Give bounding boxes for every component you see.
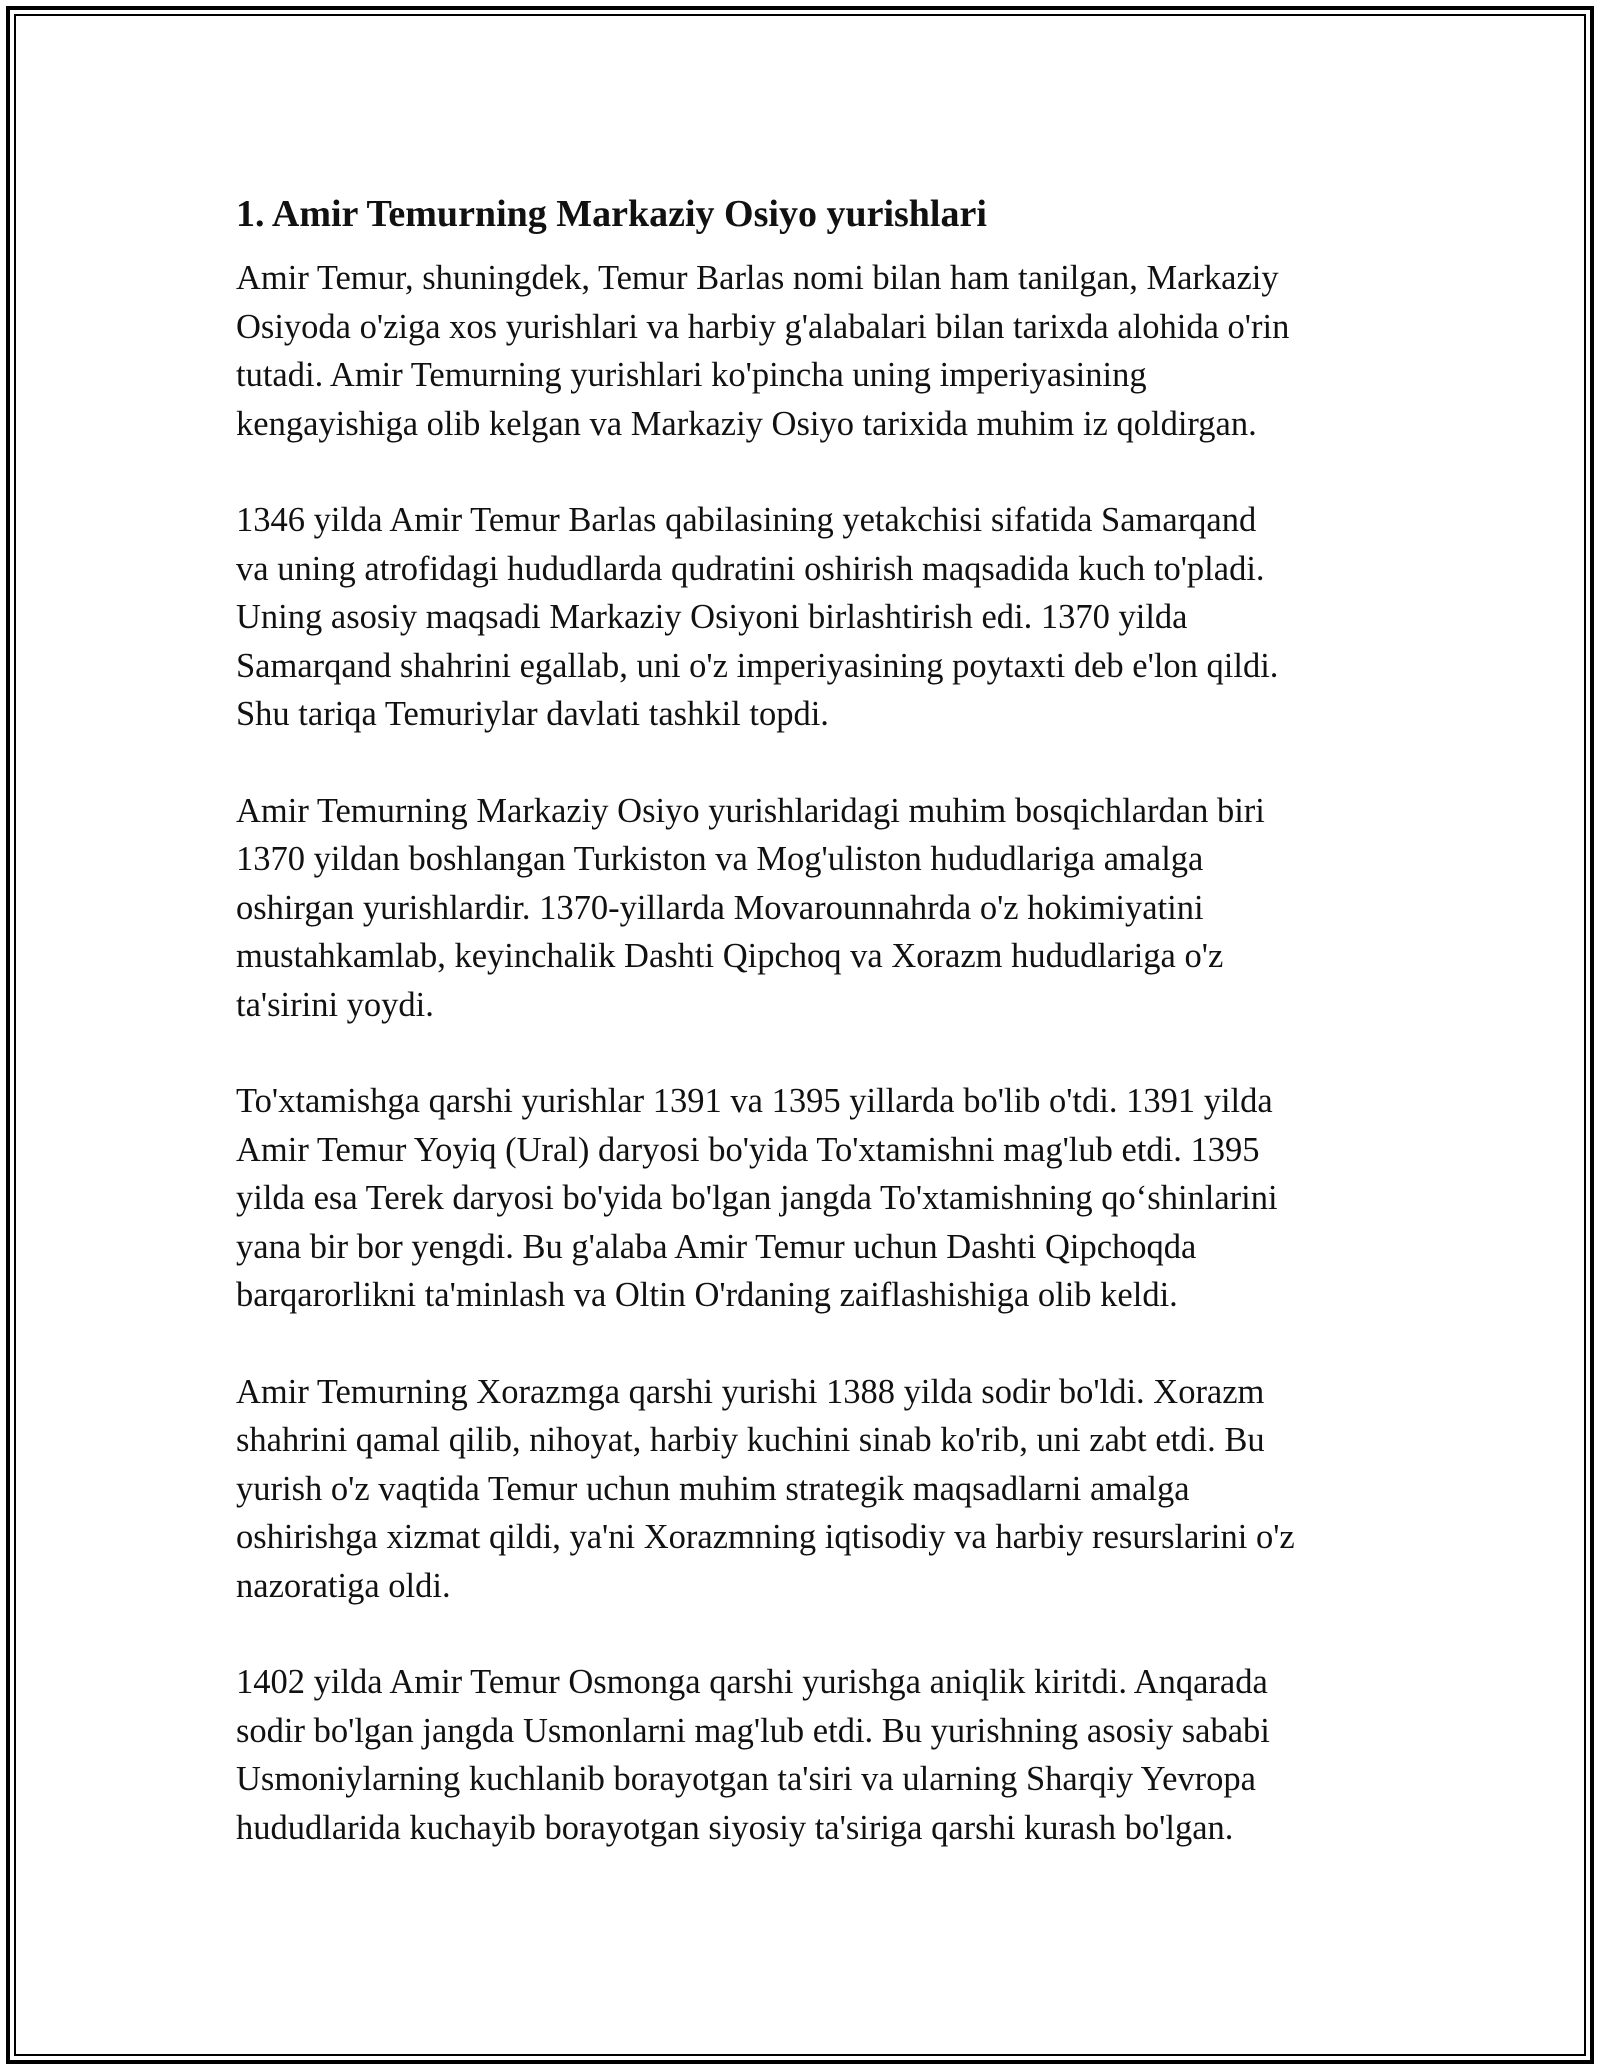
text-line: Amir Temurning Markaziy Osiyo yurishlaridagi muhim bosqichlardan biri: [236, 791, 1265, 830]
paragraph-1: [236, 254, 1386, 448]
text-line: nazoratiga oldi.: [236, 1566, 451, 1605]
text-line: 1370 yildan boshlangan Turkiston va Mog'uliston hududlariga amalga: [236, 840, 1204, 878]
text-line: tutadi. Amir Temurning yurishlari ko'pincha uning imperiyasining: [236, 356, 1147, 394]
text-line: yilda esa Terek daryosi bo'yida bo'lgan jangda To'xtamishning qo‘shinlarini: [236, 1179, 1278, 1217]
text-line: yurish o'z vaqtida Temur uchun muhim strategik maqsadlarni amalga: [236, 1469, 1190, 1508]
text-line: sodir bo'lgan jangda Usmonlarni mag'lub etdi. Bu yurishning asosiy sababi: [236, 1711, 1270, 1750]
text-line: barqarorlikni ta'minlash va Oltin O'rdaning zaiflashishiga olib keldi.: [236, 1276, 1178, 1314]
text-line: oshirgan yurishlardir. 1370-yillarda Movarounnahrda o'z hokimiyatini: [236, 888, 1204, 927]
text-line: yana bir bor yengdi. Bu g'alaba Amir Temur uchun Dashti Qipchoqda: [236, 1227, 1197, 1266]
text-line: mustahkamlab, keyinchalik Dashti Qipchoq va Xorazm hududlariga o'z: [236, 937, 1224, 975]
text-line: 1346 yilda Amir Temur Barlas qabilasining yetakchisi sifatida Samarqand: [236, 501, 1257, 539]
text-line: Amir Temurning Xorazmga qarshi yurishi 1388 yilda sodir bo'ldi. Xorazm: [236, 1372, 1265, 1411]
paragraph-4: [236, 1077, 1386, 1320]
paragraph-5: [236, 1368, 1386, 1611]
text-line: Uning asosiy maqsadi Markaziy Osiyoni birlashtirish edi. 1370 yilda: [236, 598, 1188, 636]
paragraph-3: [236, 787, 1386, 1030]
text-line: ta'sirini yoydi.: [236, 985, 434, 1024]
text-line: Osiyoda o'ziga xos yurishlari va harbiy g'alabalari bilan tarixda alohida o'rin: [236, 307, 1290, 346]
text-line: Amir Temur Yoyiq (Ural) daryosi bo'yida To'xtamishni mag'lub etdi. 1395: [236, 1130, 1260, 1169]
text-line: To'xtamishga qarshi yurishlar 1391 va 1395 yillarda bo'lib o'tdi. 1391 yilda: [236, 1082, 1273, 1120]
document-body: [236, 186, 1386, 1900]
text-line: 1402 yilda Amir Temur Osmonga qarshi yurishga aniqlik kiritdi. Anqarada: [236, 1663, 1268, 1701]
text-line: Shu tariqa Temuriylar davlati tashkil topdi.: [236, 695, 829, 733]
paragraph-6: [236, 1658, 1386, 1852]
text-line: Amir Temur, shuningdek, Temur Barlas nomi bilan ham tanilgan, Markaziy: [236, 259, 1279, 297]
text-line: va uning atrofidagi hududlarda qudratini oshirish maqsadida kuch to'pladi.: [236, 549, 1265, 588]
paragraph-2: [236, 496, 1386, 739]
text-line: Usmoniylarning kuchlanib borayotgan ta'siri va ularning Sharqiy Yevropa: [236, 1760, 1256, 1798]
text-line: kengayishiga olib kelgan va Markaziy Osiyo tarixida muhim iz qoldirgan.: [236, 404, 1257, 443]
text-line: oshirishga xizmat qildi, ya'ni Xorazmning iqtisodiy va harbiy resurslarini o'z: [236, 1518, 1295, 1556]
text-line: hududlarida kuchayib borayotgan siyosiy ta'siriga qarshi kurash bo'lgan.: [236, 1808, 1234, 1847]
text-line: Samarqand shahrini egallab, uni o'z imperiyasining poytaxti deb e'lon qildi.: [236, 646, 1279, 685]
text-line: shahrini qamal qilib, nihoyat, harbiy kuchini sinab ko'rib, uni zabt etdi. Bu: [236, 1421, 1265, 1459]
section-heading: 1. Amir Temurning Markaziy Osiyo yurishlari: [236, 193, 987, 235]
